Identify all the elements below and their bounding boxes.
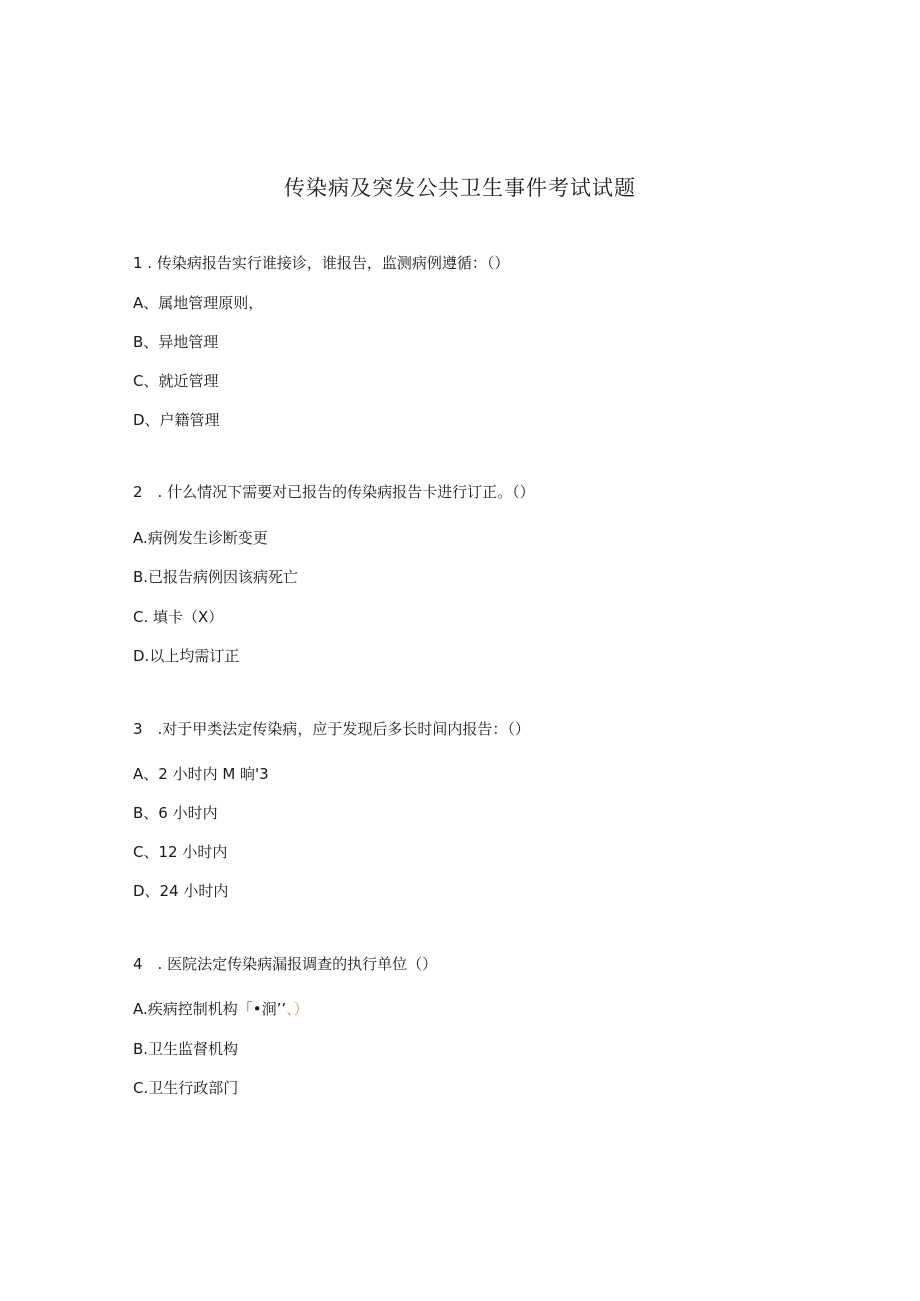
question-1-option-a: A、属地管理原则， bbox=[133, 294, 264, 312]
question-4-stem: 4 . 医院法定传染病漏报调查的执行单位（） bbox=[133, 955, 438, 973]
question-3-option-b: B、6 小时内 bbox=[133, 804, 218, 822]
exam-title: 传染病及突发公共卫生事件考试试题 bbox=[284, 176, 636, 200]
question-2-option-d: D.以上均需订正 bbox=[133, 647, 240, 665]
question-1-option-d: D、户籍管理 bbox=[133, 411, 220, 429]
question-4-option-c: C.卫生行政部门 bbox=[133, 1079, 239, 1097]
question-3-stem: 3 .对于甲类法定传染病，应于发现后多长时间内报告：（） bbox=[133, 720, 530, 738]
question-4-option-b: B.卫生监督机构 bbox=[133, 1040, 239, 1058]
question-1-option-b: B、异地管理 bbox=[133, 333, 219, 351]
question-2-option-c: C. 填卡（X） bbox=[133, 608, 224, 626]
question-1-option-c: C、就近管理 bbox=[133, 372, 219, 390]
question-3-option-c: C、12 小时内 bbox=[133, 843, 228, 861]
question-4-option-a-text: A.疾病控制机构「•涧’’ bbox=[133, 1000, 287, 1018]
question-1-stem: 1 . 传染病报告实行谁接诊，谁报告，监测病例遵循：（） bbox=[133, 254, 510, 272]
question-2-option-a: A.病例发生诊断变更 bbox=[133, 529, 268, 547]
question-4-option-a-tail: 、） bbox=[286, 1000, 309, 1018]
question-2-stem: 2 . 什么情况下需要对已报告的传染病报告卡进行订正。（） bbox=[133, 483, 535, 501]
question-3-option-a: A、2 小时内 M 晌'3 bbox=[133, 765, 269, 783]
question-3-option-d: D、24 小时内 bbox=[133, 882, 229, 900]
question-4-option-a bbox=[133, 998, 309, 1019]
question-2-option-b: B.已报告病例因该病死亡 bbox=[133, 568, 299, 586]
